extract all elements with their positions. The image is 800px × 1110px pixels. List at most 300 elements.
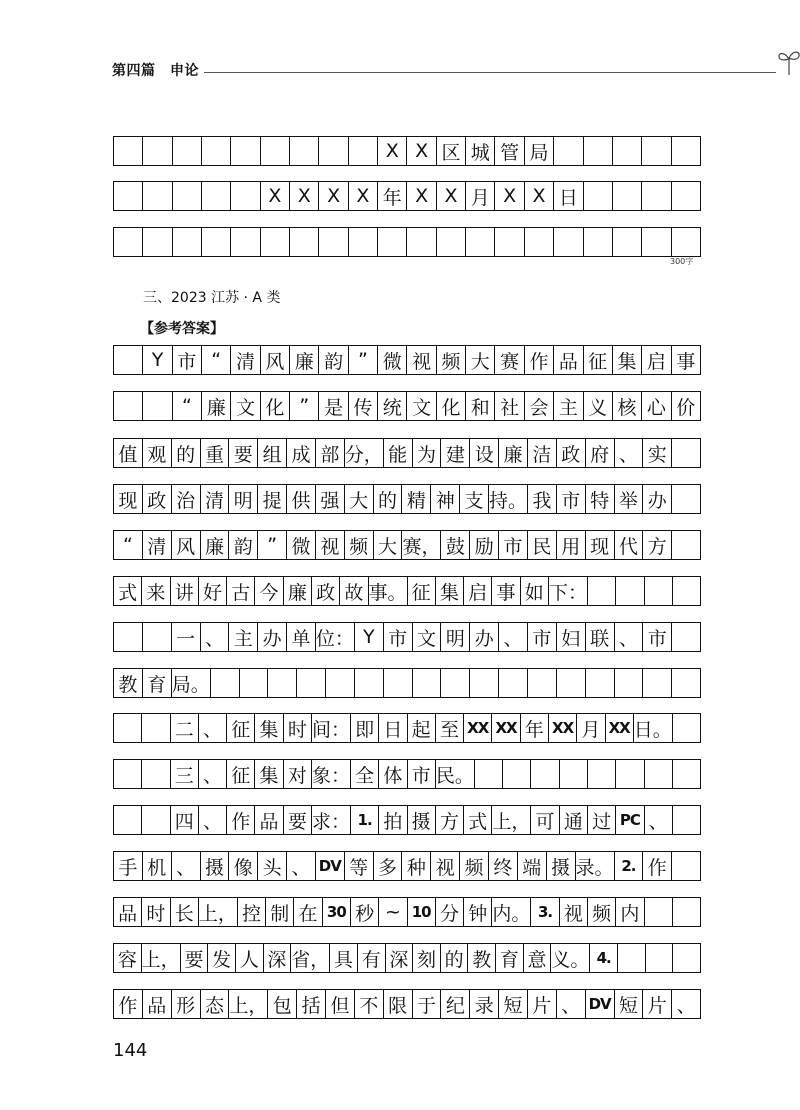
grid-cell: [114, 806, 142, 834]
grid-cell: 作: [114, 990, 143, 1018]
grid-cell: 时: [284, 714, 312, 742]
grid-cell: 设: [470, 439, 499, 467]
grid-cell: [290, 137, 319, 165]
grid-cell: 洁: [528, 439, 557, 467]
grid-cell: 刻: [413, 944, 441, 972]
grid-cell: 值: [114, 439, 143, 467]
grid-cell: 清: [143, 531, 172, 559]
grid-cell: 、: [499, 623, 528, 651]
grid-cell: 但: [326, 990, 355, 1018]
grid-cell: 、: [676, 994, 696, 1017]
grid-cell: [202, 182, 231, 210]
grid-cell: 摄: [408, 806, 436, 834]
grid-cell: 二: [171, 714, 199, 742]
grid-cell: 日: [554, 182, 583, 210]
grid-cell: 化: [437, 392, 466, 420]
grid-cell: 频: [437, 346, 466, 374]
grid-cell: 频: [460, 852, 489, 880]
grid-cell: XX: [464, 714, 492, 742]
grid-cell: 主: [229, 623, 258, 651]
grid-cell: [114, 392, 143, 420]
grid-cell: 为: [413, 439, 442, 467]
grid-cell: 视: [431, 852, 460, 880]
grid-cell: 现: [586, 531, 615, 559]
grid-cell: 、: [557, 990, 586, 1018]
grid-cell: [143, 137, 172, 165]
grid-cell: 作: [227, 806, 255, 834]
grid-cell: 市: [173, 346, 202, 374]
grid-row: [113, 989, 701, 1019]
grid-cell: 要: [181, 944, 209, 972]
grid-cell: 视: [407, 346, 436, 374]
grid-cell: 征: [408, 577, 436, 605]
grid-cell: 的: [374, 485, 403, 513]
grid-cell: [618, 944, 646, 972]
grid-cell: 摄: [547, 852, 576, 880]
grid-cell: X: [437, 182, 466, 210]
grid-row-cells: [113, 897, 701, 927]
grid-cell: 1.: [351, 806, 379, 834]
grid-cell: 部: [316, 439, 345, 467]
grid-row-cells: [113, 227, 701, 257]
grid-cell: 2.: [615, 852, 644, 880]
grid-row-cells: [113, 989, 701, 1019]
word-count-marker: 300字: [670, 257, 694, 266]
grid-cell: [673, 760, 700, 788]
grid-cell: 上，: [199, 898, 238, 926]
grid-cell: 作: [643, 852, 672, 880]
grid-cell: [441, 669, 470, 697]
grid-cell: 启: [642, 346, 671, 374]
grid-cell: [378, 228, 407, 256]
grid-cell: [588, 577, 616, 605]
grid-cell: 局: [525, 137, 554, 165]
grid-row-cells: [113, 530, 701, 560]
grid-cell: 短: [499, 990, 528, 1018]
grid-cell: 省，: [291, 944, 330, 972]
grid-cell: [673, 577, 700, 605]
grid-cell: [319, 228, 348, 256]
grid-cell: 提: [258, 485, 287, 513]
grid-cell: [407, 228, 436, 256]
grid-cell: 观: [143, 439, 172, 467]
grid-cell: 市: [643, 623, 672, 651]
grid-cell: [646, 944, 674, 972]
grid-cell: 征: [584, 346, 613, 374]
grid-cell: 现: [114, 485, 143, 513]
grid-row-cells: [113, 345, 701, 375]
grid-cell: 清: [231, 346, 260, 374]
grid-cell: 心: [642, 392, 671, 420]
grid-row: [113, 851, 701, 881]
grid-cell: 日: [379, 714, 407, 742]
grid-cell: 、: [645, 806, 673, 834]
grid-cell: 录: [470, 990, 499, 1018]
grid-cell: 办: [643, 485, 672, 513]
grid-cell: 市: [528, 623, 557, 651]
grid-cell: 社: [495, 392, 524, 420]
grid-cell: 风: [261, 346, 290, 374]
grid-cell: 会: [525, 392, 554, 420]
grid-cell: 至: [436, 714, 464, 742]
grid-cell: 好: [199, 577, 227, 605]
grid-cell: 廉: [499, 439, 528, 467]
grid-cell: 大: [466, 346, 495, 374]
grid-cell: 的: [172, 439, 201, 467]
grid-row-cells: [113, 759, 701, 789]
grid-cell: [326, 669, 355, 697]
grid-cell: 意: [524, 944, 552, 972]
grid-cell: 集: [436, 577, 464, 605]
grid-cell: [114, 137, 143, 165]
grid-cell: 视: [560, 898, 588, 926]
grid-cell: “: [173, 392, 202, 420]
grid-cell: [673, 714, 700, 742]
grid-cell: 神: [431, 485, 460, 513]
grid-row: [113, 136, 701, 166]
grid-row-cells: [113, 668, 701, 698]
grid-cell: 深: [264, 944, 292, 972]
grid-cell: 供: [287, 485, 316, 513]
grid-cell: [554, 228, 583, 256]
grid-cell: [642, 182, 671, 210]
grid-cell: 赛，: [402, 531, 441, 559]
grid-cell: [240, 669, 269, 697]
header-rule: [204, 72, 776, 73]
grid-cell: 对: [284, 760, 312, 788]
grid-cell: 内: [616, 898, 644, 926]
sprout-icon: [776, 48, 800, 76]
grid-cell: 内。: [492, 898, 531, 926]
grid-cell: 文: [413, 623, 442, 651]
grid-cell: 片: [643, 990, 672, 1018]
grid-cell: [319, 137, 348, 165]
grid-cell: [672, 439, 700, 467]
grid-cell: 多: [374, 852, 403, 880]
grid-cell: 联: [586, 623, 615, 651]
grid-row-cells: [113, 622, 701, 652]
grid-row: [113, 668, 701, 698]
grid-cell: [645, 577, 673, 605]
grid-cell: 能: [384, 439, 413, 467]
grid-cell: 城: [466, 137, 495, 165]
grid-cell: [673, 944, 700, 972]
grid-cell: 上，: [492, 806, 531, 834]
grid-cell: 上，: [142, 944, 181, 972]
grid-cell: 文: [407, 392, 436, 420]
grid-row-cells: [113, 943, 701, 973]
grid-cell: 明: [441, 623, 470, 651]
grid-cell: [173, 182, 202, 210]
grid-cell: 式: [464, 806, 492, 834]
grid-row: [113, 438, 701, 468]
grid-cell: [142, 760, 170, 788]
grid-cell: [349, 137, 378, 165]
grid-cell: [557, 669, 586, 697]
grid-cell: 位：: [316, 623, 355, 651]
grid-cell: 10: [408, 898, 436, 926]
grid-cell: 重: [201, 439, 230, 467]
grid-cell: 市: [557, 485, 586, 513]
grid-row: [113, 897, 701, 927]
grid-cell: [384, 669, 413, 697]
grid-cell: PC: [616, 806, 644, 834]
grid-cell: 制: [266, 898, 294, 926]
grid-cell: 年: [521, 714, 549, 742]
grid-cell: XX: [492, 714, 520, 742]
reference-answer-label: 【参考答案】: [140, 321, 224, 337]
grid-cell: 廉: [201, 531, 230, 559]
grid-cell: 征: [227, 760, 255, 788]
grid-cell: [114, 346, 143, 374]
grid-cell: 态: [201, 990, 230, 1018]
grid-cell: 4.: [590, 944, 618, 972]
grid-cell: 妇: [557, 623, 586, 651]
grid-cell: X: [495, 182, 524, 210]
grid-cell: 3.: [531, 898, 559, 926]
grid-row: [113, 345, 701, 375]
grid-cell: 举: [615, 485, 644, 513]
grid-cell: 式: [114, 577, 142, 605]
grid-cell: 用: [557, 531, 586, 559]
grid-cell: 间：: [312, 714, 351, 742]
grid-cell: 办: [470, 623, 499, 651]
grid-row-cells: [113, 851, 701, 881]
grid-cell: 上，: [229, 990, 268, 1018]
grid-cell: 支: [460, 485, 489, 513]
grid-cell: 形: [172, 990, 201, 1018]
grid-cell: 等: [345, 852, 374, 880]
grid-row: [113, 713, 701, 743]
grid-cell: 民: [528, 531, 557, 559]
grid-row: [113, 484, 701, 514]
grid-cell: 今: [255, 577, 283, 605]
grid-cell: [114, 760, 142, 788]
grid-cell: 过: [588, 806, 616, 834]
grid-cell: [202, 137, 231, 165]
grid-row: [113, 391, 701, 421]
grid-cell: 建: [441, 439, 470, 467]
grid-cell: X: [319, 182, 348, 210]
grid-cell: 主: [554, 392, 583, 420]
grid-cell: [645, 760, 673, 788]
grid-cell: 、: [615, 623, 644, 651]
grid-cell: 古: [227, 577, 255, 605]
grid-cell: [231, 137, 260, 165]
grid-cell: [231, 182, 260, 210]
grid-cell: 要: [284, 806, 312, 834]
grid-cell: 集: [255, 714, 283, 742]
grid-cell: 清: [201, 485, 230, 513]
grid-cell: 有: [358, 944, 386, 972]
grid-cell: 长: [171, 898, 199, 926]
grid-row: [113, 943, 701, 973]
grid-cell: 廉: [284, 577, 312, 605]
running-header: [112, 60, 712, 84]
grid-cell: 起: [408, 714, 436, 742]
grid-cell: X: [349, 182, 378, 210]
grid-cell: [642, 228, 671, 256]
grid-cell: [211, 669, 240, 697]
grid-cell: 集: [613, 346, 642, 374]
grid-cell: 廉: [290, 346, 319, 374]
grid-cell: XX: [606, 714, 634, 742]
grid-cell: [672, 228, 700, 256]
grid-cell: “: [114, 531, 143, 559]
grid-cell: 明: [229, 485, 258, 513]
grid-cell: [643, 669, 672, 697]
grid-cell: [588, 760, 616, 788]
grid-cell: [470, 669, 499, 697]
grid-cell: 种: [402, 852, 431, 880]
grid-cell: 启: [464, 577, 492, 605]
grid-cell: 廉: [202, 392, 231, 420]
grid-cell: [268, 669, 297, 697]
grid-cell: 容: [114, 944, 142, 972]
grid-cell: 韵: [229, 531, 258, 559]
grid-cell: [495, 228, 524, 256]
grid-cell: [466, 228, 495, 256]
grid-row: [113, 759, 701, 789]
grid-cell: 政: [143, 485, 172, 513]
grid-cell: 我: [528, 485, 557, 513]
grid-cell: 赛: [495, 346, 524, 374]
grid-cell: 作: [525, 346, 554, 374]
grid-cell: 通: [560, 806, 588, 834]
grid-cell: Y: [143, 346, 172, 374]
grid-cell: 强: [316, 485, 345, 513]
grid-cell: 要: [229, 439, 258, 467]
grid-cell: [531, 760, 559, 788]
grid-cell: 深: [386, 944, 414, 972]
running-header-title: 第四篇 申论: [112, 63, 199, 79]
grid-cell: ~: [379, 898, 407, 926]
grid-cell: [231, 228, 260, 256]
grid-row-cells: [113, 136, 701, 166]
grid-cell: [672, 852, 700, 880]
grid-cell: 、: [199, 714, 227, 742]
grid-cell: [616, 760, 644, 788]
grid-cell: 、: [201, 623, 230, 651]
grid-cell: [584, 182, 613, 210]
grid-cell: 局。: [172, 669, 211, 697]
grid-cell: 政: [557, 439, 586, 467]
grid-row-cells: [113, 181, 701, 211]
grid-cell: 体: [379, 760, 407, 788]
grid-cell: XX: [549, 714, 577, 742]
grid-cell: 特: [586, 485, 615, 513]
grid-cell: 终: [489, 852, 518, 880]
grid-cell: 限: [384, 990, 413, 1018]
grid-cell: 传: [349, 392, 378, 420]
grid-cell: 、: [199, 806, 227, 834]
grid-cell: 年: [378, 182, 407, 210]
grid-cell: [672, 485, 700, 513]
grid-cell: 包: [268, 990, 297, 1018]
grid-cell: 月: [577, 714, 605, 742]
grid-cell: 持。: [489, 485, 528, 513]
grid-cell: [672, 531, 700, 559]
grid-cell: 录。: [576, 852, 615, 880]
grid-cell: 、: [615, 439, 644, 467]
grid-cell: 事: [492, 577, 520, 605]
grid-cell: 区: [437, 137, 466, 165]
grid-cell: 治: [172, 485, 201, 513]
grid-cell: [413, 669, 442, 697]
grid-cell: [143, 392, 172, 420]
grid-cell: [173, 137, 202, 165]
grid-cell: [586, 669, 615, 697]
grid-cell: [613, 228, 642, 256]
grid-cell: [672, 669, 700, 697]
grid-cell: 代: [615, 531, 644, 559]
grid-cell: 义。: [551, 944, 590, 972]
grid-cell: [584, 228, 613, 256]
grid-cell: 和: [466, 392, 495, 420]
grid-cell: [349, 228, 378, 256]
grid-cell: [475, 760, 503, 788]
grid-cell: ”: [290, 392, 319, 420]
grid-cell: 风: [172, 531, 201, 559]
grid-cell: 、: [287, 852, 316, 880]
grid-cell: X: [378, 137, 407, 165]
grid-row: [113, 805, 701, 835]
grid-cell: [503, 760, 531, 788]
grid-row: [113, 227, 701, 257]
grid-cell: 短: [615, 990, 644, 1018]
grid-cell: 控: [238, 898, 266, 926]
grid-cell: 在: [294, 898, 322, 926]
grid-row: [113, 576, 701, 606]
grid-cell: [642, 137, 671, 165]
grid-cell: [355, 669, 384, 697]
grid-cell: 微: [378, 346, 407, 374]
grid-cell: 化: [261, 392, 290, 420]
grid-cell: 府: [586, 439, 615, 467]
grid-cell: 育: [143, 669, 172, 697]
grid-cell: 价: [676, 396, 696, 419]
grid-cell: [114, 714, 142, 742]
grid-cell: 教: [114, 669, 143, 697]
grid-cell: “: [202, 346, 231, 374]
grid-cell: [672, 623, 700, 651]
grid-cell: 成: [287, 439, 316, 467]
grid-cell: 市: [408, 760, 436, 788]
grid-cell: 文: [231, 392, 260, 420]
grid-cell: 民。: [436, 760, 475, 788]
grid-cell: 政: [312, 577, 340, 605]
grid-cell: 的: [441, 944, 469, 972]
grid-cell: ”: [349, 346, 378, 374]
grid-cell: [525, 228, 554, 256]
grid-cell: 纪: [441, 990, 470, 1018]
grid-cell: 微: [287, 531, 316, 559]
grid-cell: 大: [345, 485, 374, 513]
grid-cell: 方: [436, 806, 464, 834]
grid-cell: [143, 623, 172, 651]
grid-cell: 义: [584, 392, 613, 420]
grid-cell: 征: [227, 714, 255, 742]
grid-row: [113, 181, 701, 211]
grid-cell: 全: [351, 760, 379, 788]
grid-cell: [114, 182, 143, 210]
grid-cell: 一: [172, 623, 201, 651]
grid-cell: ”: [258, 531, 287, 559]
section-heading: 三、2023 江苏 · A 类: [143, 290, 281, 306]
grid-cell: X: [407, 137, 436, 165]
grid-cell: 如: [521, 577, 549, 605]
grid-cell: [560, 760, 588, 788]
